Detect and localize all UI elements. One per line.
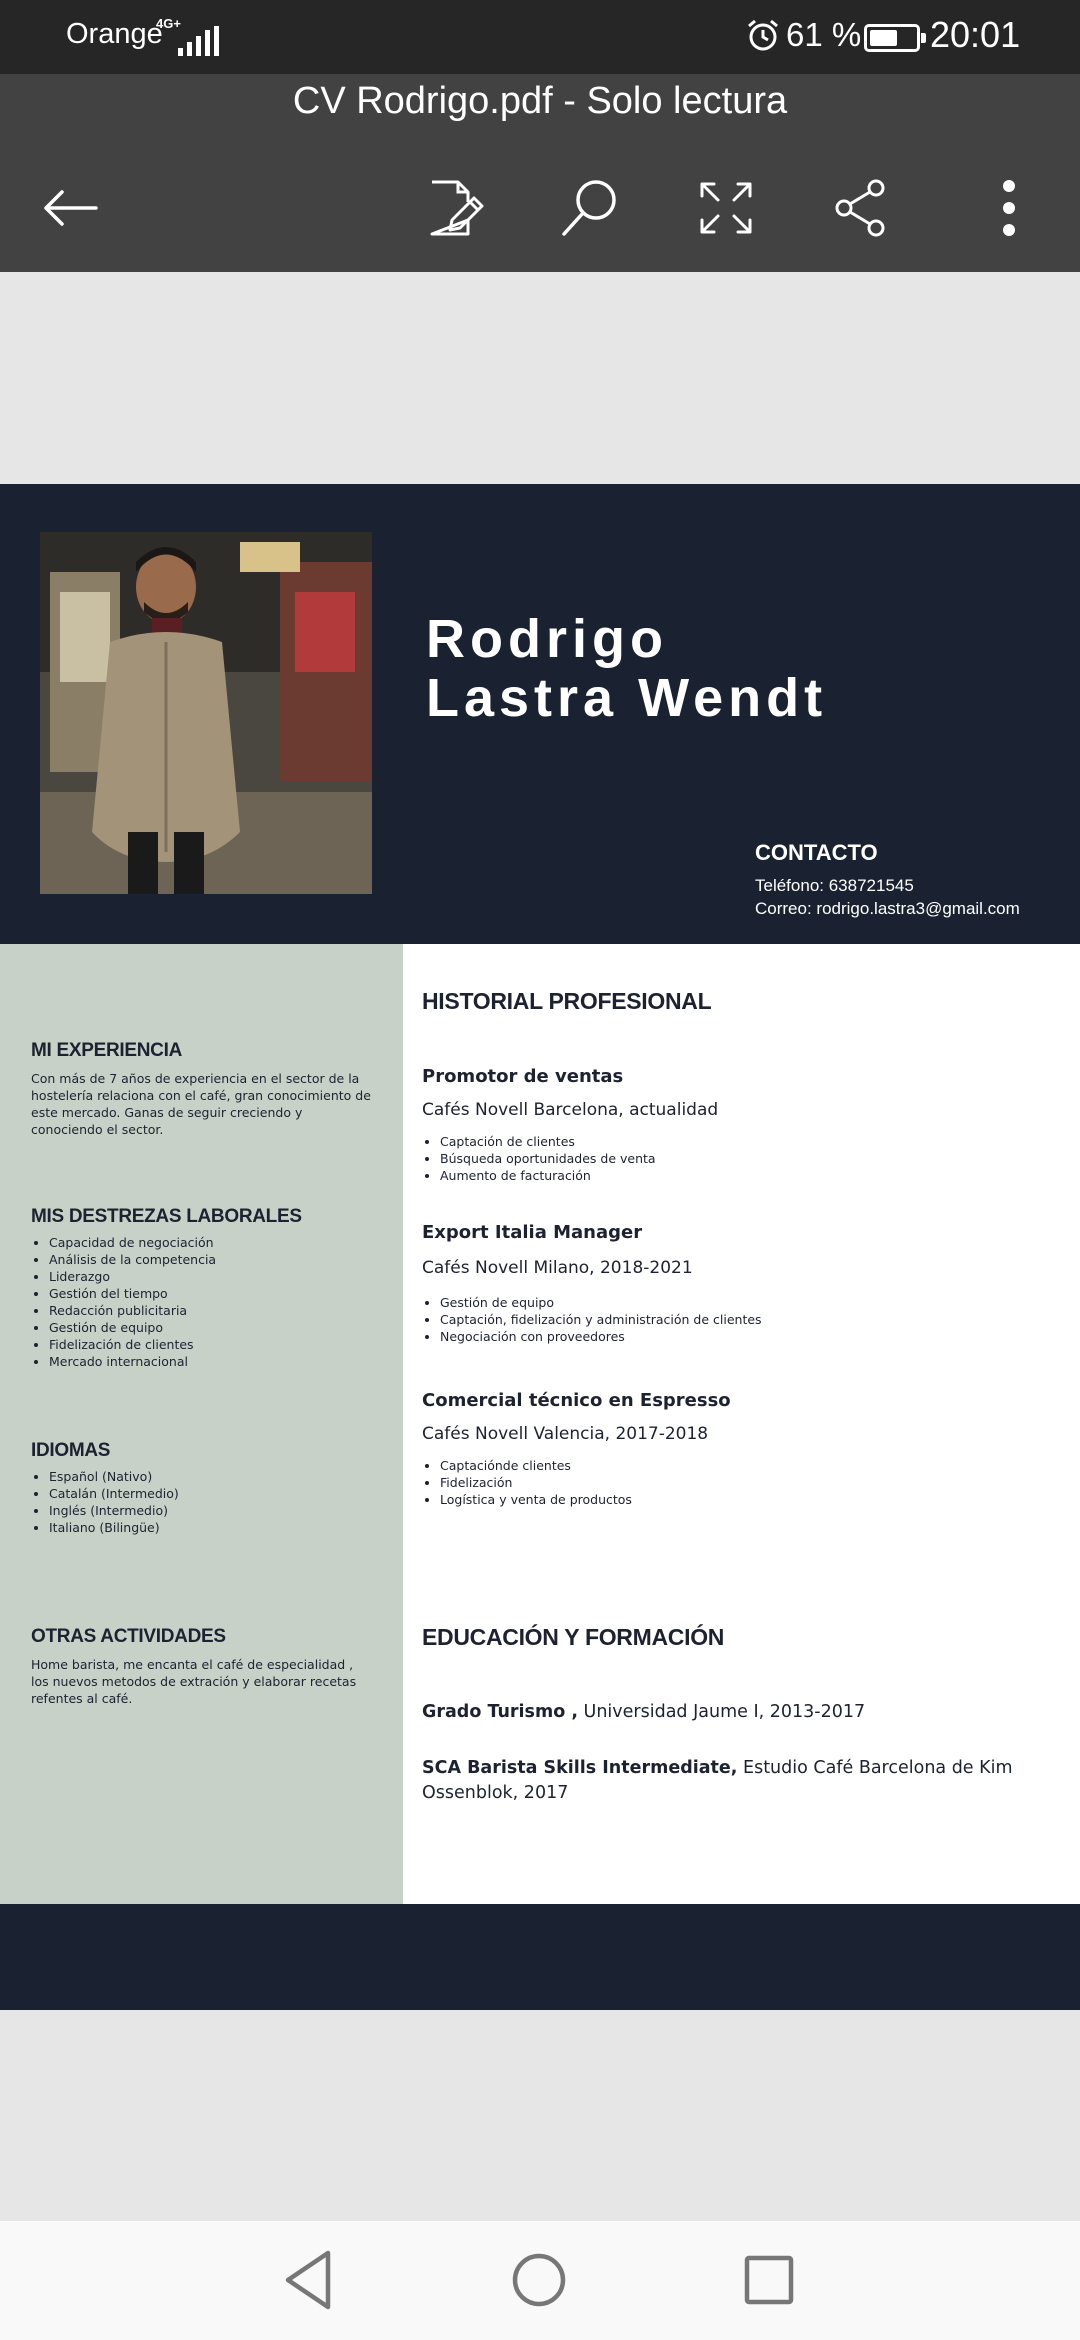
contact-phone: Teléfono: 638721545 (755, 876, 914, 895)
languages-list (31, 1468, 371, 1536)
job-tasks (422, 1133, 656, 1184)
cv-first-name: Rodrigo (426, 609, 668, 669)
contact-heading: CONTACTO (755, 840, 878, 865)
skill-item: • Redacción publicitaria (49, 1302, 371, 1319)
status-bar (0, 0, 1080, 74)
experience-text: Con más de 7 años de experiencia en el sector de la hostelería relaciona con el café, gran conocimiento de este mercado. Ganas de seguir creciendo y conociendo el sector. (31, 1071, 371, 1137)
alarm-icon (746, 18, 780, 52)
fullscreen-icon (694, 176, 758, 240)
clock: 20:01 (930, 14, 1021, 55)
triangle-back-icon (276, 2247, 342, 2313)
more-vert-icon (970, 176, 1034, 240)
history-heading: HISTORIAL PROFESIONAL (422, 988, 712, 1014)
skill-item: • Capacidad de negociación (49, 1234, 371, 1251)
nav-back-button[interactable] (276, 2247, 342, 2313)
cv-left-column (0, 944, 403, 1904)
back-arrow-icon (38, 176, 102, 240)
app-toolbar (0, 74, 1080, 272)
signal-icon (156, 16, 216, 56)
search-icon (558, 176, 622, 240)
skill-item: • Mercado internacional (49, 1353, 371, 1370)
skills-list (31, 1234, 371, 1370)
languages-heading: IDIOMAS (31, 1440, 111, 1461)
fullscreen-button[interactable] (688, 170, 764, 246)
job-task: • Búsqueda oportunidades de venta (440, 1150, 656, 1167)
education-heading: EDUCACIÓN Y FORMACIÓN (422, 1624, 725, 1650)
job-task: • Fidelización (440, 1474, 632, 1491)
experience-heading: MI EXPERIENCIA (31, 1040, 182, 1061)
cv-header (0, 484, 1080, 944)
skill-item: • Gestión de equipo (49, 1319, 371, 1336)
job-task: • Captación de clientes (440, 1133, 656, 1150)
more-options-button[interactable] (964, 170, 1040, 246)
job-task: • Aumento de facturación (440, 1167, 656, 1184)
language-item: • Inglés (Intermedio) (49, 1502, 371, 1519)
language-item: • Catalán (Intermedio) (49, 1485, 371, 1502)
cv-footer-band (0, 1904, 1080, 2010)
nav-recents-button[interactable] (736, 2247, 802, 2313)
nav-home-button[interactable] (506, 2247, 572, 2313)
cv-right-column (403, 944, 1080, 1904)
pdf-page[interactable] (0, 484, 1080, 2010)
education-entry (422, 1756, 1042, 1806)
job-task: • Gestión de equipo (440, 1294, 762, 1311)
education-detail: Estudio Café Barcelona de Kim Ossenblok, 2017 (422, 1758, 1013, 1803)
education-detail: Universidad Jaume I, 2013-2017 (577, 1702, 866, 1722)
job-title: Comercial técnico en Espresso (422, 1390, 731, 1411)
cv-last-name: Lastra Wendt (426, 668, 828, 729)
job-task: • Negociación con proveedores (440, 1328, 762, 1345)
search-button[interactable] (552, 170, 628, 246)
job-company: Cafés Novell Barcelona, actualidad (422, 1100, 719, 1120)
profile-photo (40, 532, 372, 894)
education-degree: Grado Turismo , (422, 1702, 578, 1722)
other-activities-heading: OTRAS ACTIVIDADES (31, 1626, 226, 1647)
skill-item: • Gestión del tiempo (49, 1285, 371, 1302)
system-navigation-bar (0, 2221, 1080, 2340)
network-type: 4G+ (156, 16, 181, 31)
job-task: • Captación, fidelización y administración de clientes (440, 1311, 762, 1328)
job-company: Cafés Novell Valencia, 2017-2018 (422, 1424, 709, 1444)
battery-percent: 61 % (786, 16, 862, 53)
skill-item: • Fidelización de clientes (49, 1336, 371, 1353)
job-task: • Captaciónde clientes (440, 1457, 632, 1474)
carrier-name: Orange (66, 18, 163, 50)
edit-button[interactable] (416, 170, 492, 246)
skill-item: • Análisis de la competencia (49, 1251, 371, 1268)
job-company: Cafés Novell Milano, 2018-2021 (422, 1258, 693, 1278)
job-title: Export Italia Manager (422, 1222, 643, 1243)
square-recents-icon (736, 2247, 802, 2313)
skill-item: • Liderazgo (49, 1268, 371, 1285)
back-button[interactable] (32, 170, 108, 246)
education-degree: SCA Barista Skills Intermediate, (422, 1758, 738, 1778)
contact-section (755, 840, 1020, 920)
circle-home-icon (506, 2247, 572, 2313)
skills-heading: MIS DESTREZAS LABORALES (31, 1206, 302, 1227)
job-tasks (422, 1294, 762, 1345)
job-task: • Logística y venta de productos (440, 1491, 632, 1508)
contact-email: Correo: rodrigo.lastra3@gmail.com (755, 899, 1020, 918)
cv-name (426, 610, 827, 729)
document-title: CV Rodrigo.pdf - Solo lectura (292, 80, 788, 122)
language-item: • Español (Nativo) (49, 1468, 371, 1485)
education-entry (422, 1700, 1042, 1725)
edit-document-icon (422, 176, 486, 240)
battery-icon (864, 24, 920, 52)
other-activities-text: Home barista, me encanta el café de especialidad , los nuevos metodos de extración y elaborar recetas refentes al café. (31, 1657, 357, 1706)
share-icon (830, 176, 894, 240)
job-title: Promotor de ventas (422, 1066, 624, 1087)
share-button[interactable] (824, 170, 900, 246)
language-item: • Italiano (Bilingüe) (49, 1519, 371, 1536)
job-tasks (422, 1457, 632, 1508)
